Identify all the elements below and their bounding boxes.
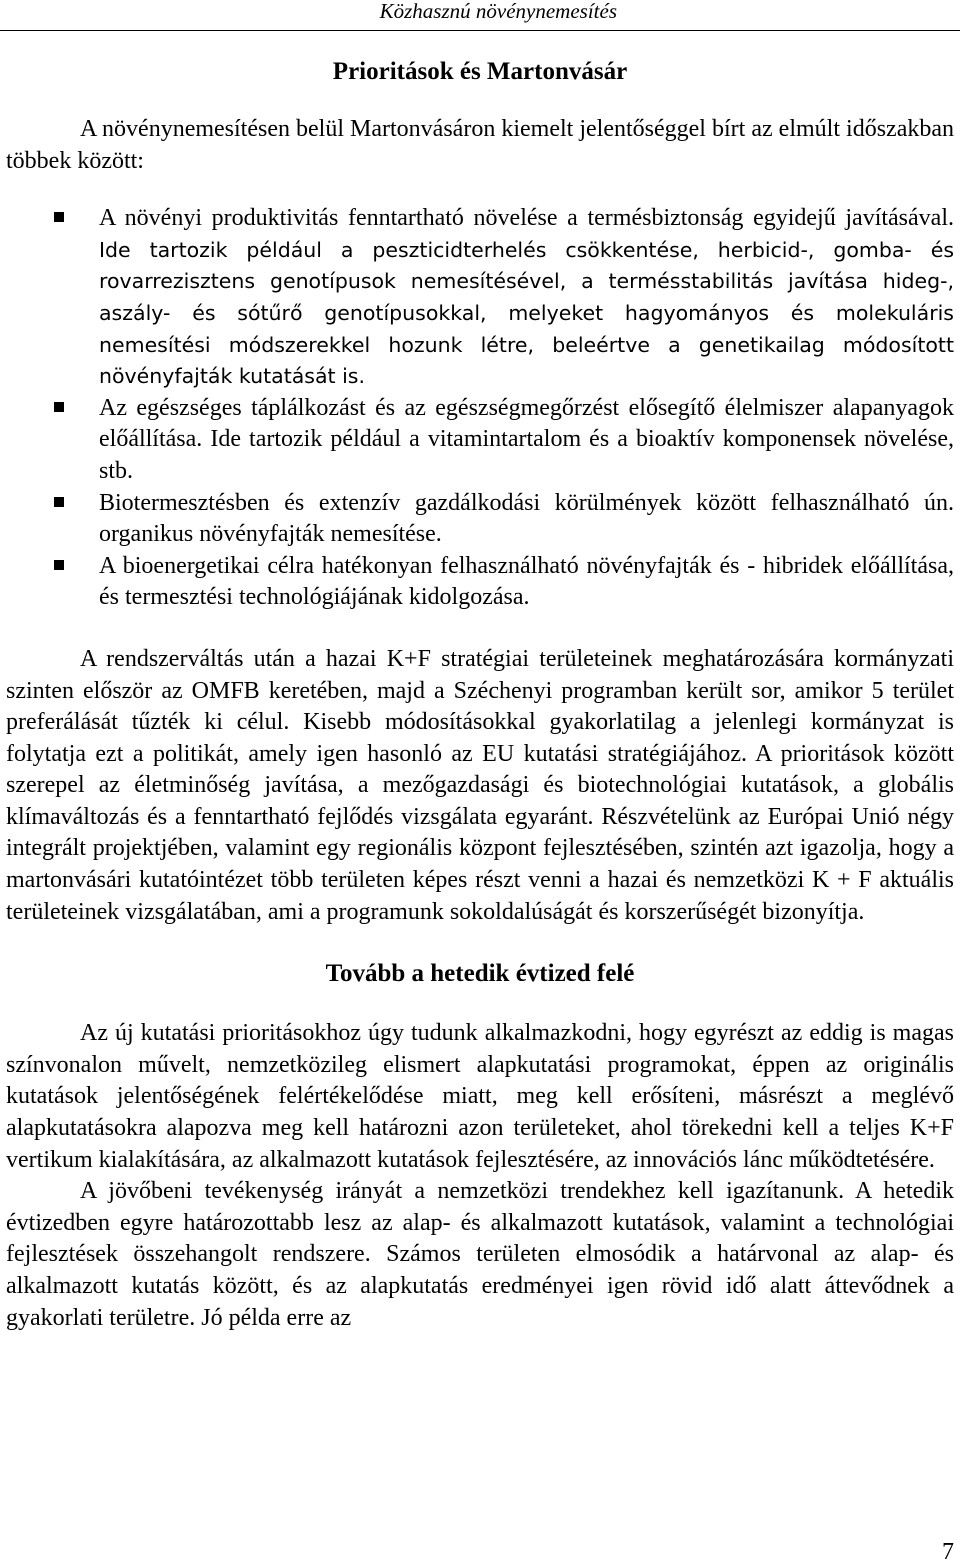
list-item-text: A bioenergetikai célra hatékonyan felhasználható növényfajták és - hibridek előállítása, és termesztési technológiájának kidolgozása.	[99, 552, 954, 611]
square-bullet-icon	[54, 497, 64, 507]
body-paragraph: A rendszerváltás után a hazai K+F stratégiai területeinek meghatározására kormányzati szinten először az OMFB keretében, majd a Széchenyi programban került sor, amikor 5 terület preferálását tűzték ki célul. Kisebb módosításokkal gyakorlatilag a jelenlegi kormányzat is folytatja ezt a politikát, amely igen hasonló az EU kutatási stratégiájához. A prioritások között szerepel az életminőség javítása, a mezőgazdasági és biotechnológiai kutatások, a globális klímaváltozás és a fenntartható fejlődés vizsgálata egyaránt. Részvételünk az Európai Unió négy integrált projektjében, valamint egy regionális központ fejlesztésében, szintén azt igazolja, hogy a martonvásári kutatóintézet több területen képes részt venni a hazai és nemzetközi K + F aktuális területeinek vizsgálatában, ami a programunk sokoldalúságát és korszerűségét bizonyítja.	[6, 645, 954, 925]
list-item-text: Az egészséges táplálkozást és az egészségmegőrzést elősegítő élelmiszer alapanyagok előállítása. Ide tartozik például a vitamintartalom és a bioaktív komponensek növelése, stb.	[99, 394, 954, 484]
list-item	[6, 393, 954, 488]
document-page	[6, 56, 954, 1334]
page-number: 7	[942, 1539, 954, 1565]
section-title-seventh-decade: Tovább a hetedik évtized felé	[325, 960, 635, 988]
list-item-text: A növényi produktivitás fenntartható növelése a termésbiztonság egyidejű javításával.	[99, 205, 954, 232]
header-rule	[0, 30, 960, 31]
square-bullet-icon	[54, 402, 64, 412]
square-bullet-icon	[54, 560, 64, 570]
body-paragraph: Az új kutatási prioritásokhoz úgy tudunk alkalmazkodni, hogy egyrészt az eddig is magas színvonalon művelt, nemzetközileg elismert alapkutatási programokat, éppen az originális kutatások jelentőségének felértékelődése miatt, meg kell erősíteni, másrészt a meglévő alapkutatásokra alapozva meg kell határozni azon területeket, ahol törekedni kell a teljes K+F vertikum kialakítására, az alkalmazott kutatások fejlesztésére, az innovációs lánc működtetésére.	[6, 1020, 954, 1173]
intro-paragraph: A növénynemesítésen belül Martonvásáron kiemelt jelentőséggel bírt az elmúlt időszakban többek között:	[6, 116, 954, 174]
section-title-priorities: Prioritások és Martonvásár	[332, 58, 628, 85]
list-item-text: Biotermesztésben és extenzív gazdálkodási körülmények között felhasználható ún. organikus növényfajták nemesítése.	[99, 489, 954, 548]
priority-list	[6, 203, 954, 614]
running-header: Közhasznú növénynemesítés	[379, 0, 617, 23]
list-item	[6, 488, 954, 551]
list-item	[6, 551, 954, 614]
square-bullet-icon	[54, 212, 64, 222]
list-item	[6, 203, 954, 393]
body-paragraph: A jövőbeni tevékenység irányát a nemzetközi trendekhez kell igazítanunk. A hetedik évtizedben egyre határozottabb lesz az alap- és alkalmazott kutatások, valamint a technológiai fejlesztések összehangolt rendszere. Számos területen elmosódik a határvonal az alap- és alkalmazott kutatás között, és az alapkutatás eredményei igen rövid idő alatt áttevődnek a gyakorlati területre. Jó példa erre az	[6, 1178, 954, 1331]
list-item-sans-text: Ide tartozik például a peszticidterhelés csökkentése, herbicid-, gomba- és rovarrezisztens genotípusok nemesítésével, a termésstabilitás javítása hideg-, aszály- és sótűrő genotípusokkal, melyeket hagyományos és molekuláris nemesítési módszerekkel hozunk létre, beleértve a genetikailag módosított növényfajták kutatását is.	[99, 237, 954, 389]
